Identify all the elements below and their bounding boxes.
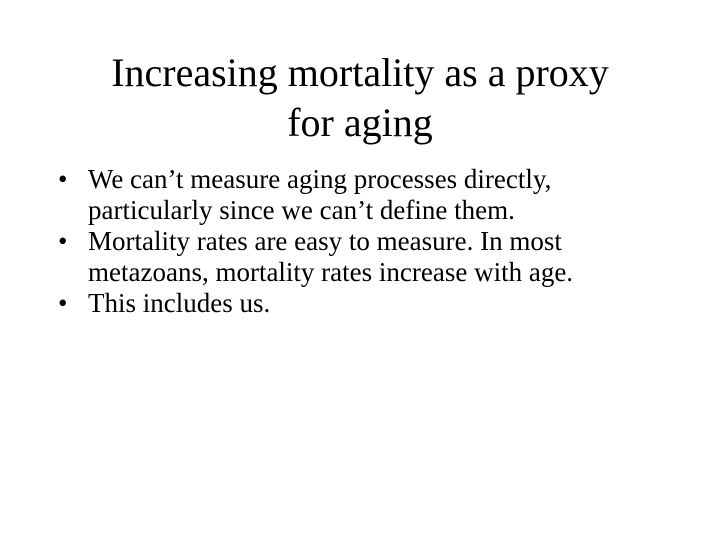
slide-title	[60, 48, 660, 148]
bullet-3-line-1: This includes us.	[88, 288, 271, 318]
bullet-icon: •	[58, 288, 68, 318]
bullet-list	[58, 164, 698, 319]
bullet-2-line-1: Mortality rates are easy to measure. In most	[88, 226, 562, 256]
title-line-2: for aging	[287, 100, 433, 145]
bullet-icon: •	[58, 226, 68, 256]
bullet-1-line-2: particularly since we can’t define them.	[88, 195, 515, 225]
bullet-item-1	[58, 164, 698, 226]
bullet-1-line-1: We can’t measure aging processes directly,	[88, 164, 552, 194]
bullet-icon: •	[58, 164, 68, 194]
title-line-1: Increasing mortality as a proxy	[111, 50, 609, 95]
bullet-item-3	[58, 288, 698, 319]
bullet-item-2	[58, 226, 698, 288]
bullet-2-line-2: metazoans, mortality rates increase with age.	[88, 257, 574, 287]
